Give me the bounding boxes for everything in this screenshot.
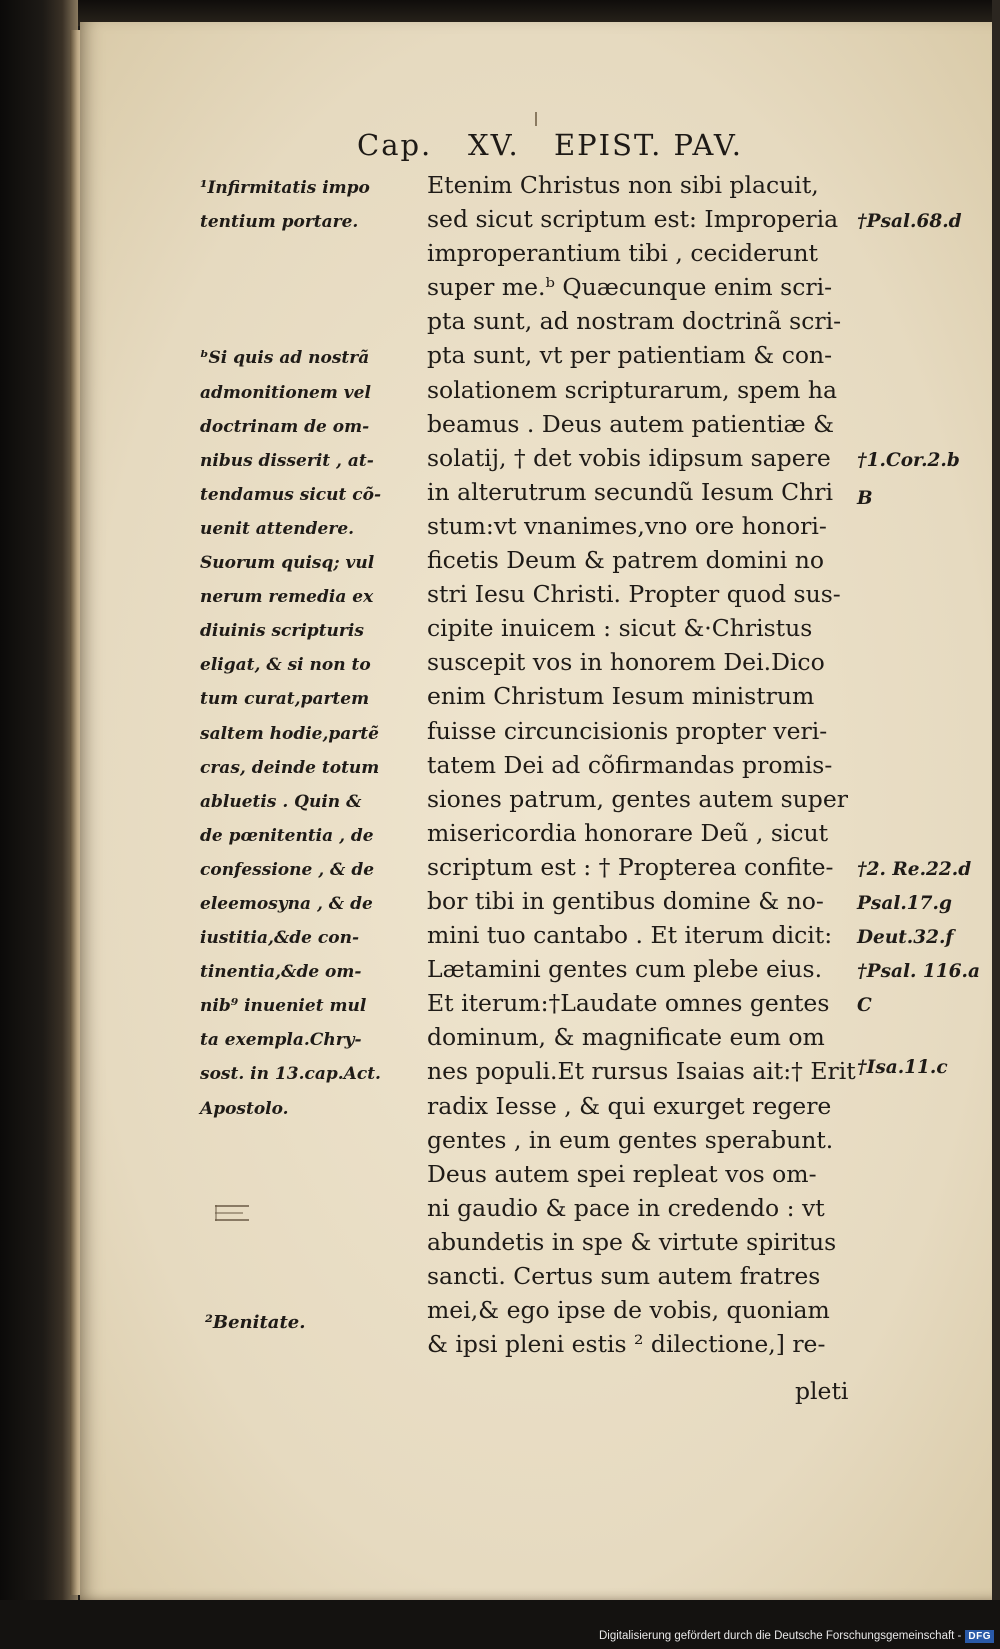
body-text-line: mini tuo cantabo . Et iterum dicit: [427, 921, 833, 950]
dfg-logo: DFG [965, 1630, 994, 1643]
marginal-note-line [200, 273, 426, 307]
running-head-chapter-number: XV. [468, 128, 520, 162]
marginal-note-line: nibus disserit , at- [200, 450, 374, 471]
body-text-line: cipite inuicem : sicut &·Christus [427, 614, 813, 643]
body-text-line: enim Christum Iesum ministrum [427, 682, 815, 711]
body-text-line: improperantium tibi , ceciderunt [427, 239, 818, 268]
body-text-line: gentes , in eum gentes sperabunt. [427, 1125, 834, 1154]
body-text-line: ni gaudio & pace in credendo : vt [427, 1193, 825, 1222]
marginal-note-line: de pœnitentia , de [200, 825, 374, 846]
body-text-line: fuisse circuncisionis propter veri- [427, 716, 828, 745]
body-text-line: misericordia honorare Deũ , sicut [427, 818, 829, 847]
marginal-note-benitate: ²Benitate. [205, 1312, 306, 1333]
marginal-note-line: nerum remedia ex [200, 587, 374, 608]
marginal-note-line: confessione , & de [200, 859, 375, 880]
scripture-reference: †Isa.11.c [857, 1057, 948, 1078]
running-head-title: EPIST. PAV. [554, 128, 743, 162]
body-text-line: radix Iesse , & qui exurget regere [427, 1091, 832, 1120]
left-marginal-notes [200, 171, 426, 1126]
marginal-note-line: uenit attendere. [200, 518, 355, 539]
marginal-note-line: diuinis scripturis [200, 621, 364, 642]
marginal-note-line: ta exempla.Chry- [200, 1030, 362, 1051]
digitization-footer [599, 1627, 994, 1645]
scripture-reference: Deut.32.f [857, 927, 954, 948]
book-spine-shadow [0, 0, 78, 1649]
body-text-line: Lætamini gentes cum plebe eius. [427, 955, 823, 984]
marginal-note-line: eleemosyna , & de [200, 893, 373, 914]
body-text-line: in alterutrum secundũ Iesum Chri [427, 477, 833, 506]
marginal-note-line [200, 307, 426, 341]
body-text-line: sed sicut scriptum est: Improperia [427, 205, 839, 234]
body-text-line: solatij, † det vobis idipsum sapere [427, 443, 831, 472]
scripture-reference: †Psal. 116.a [857, 961, 980, 982]
body-text-line: pta sunt, vt per patientiam & con- [427, 341, 833, 370]
marginal-note-line: abluetis . Quin & [200, 791, 362, 812]
body-text-line: bor tibi in gentibus domine & no- [427, 886, 824, 915]
marginal-note-line: ¹Infirmitatis impo [200, 178, 370, 198]
body-text-line: siones patrum, gentes autem super [427, 784, 848, 813]
marginal-note-line [200, 239, 426, 273]
marginal-note-line: eligat, & si non to [200, 655, 371, 676]
marginal-note-line: ᵇSi quis ad nostrã [200, 348, 370, 369]
running-head-cap: Cap. [357, 128, 433, 162]
scripture-reference: †2. Re.22.d [857, 859, 972, 880]
body-text-line: Deus autem spei repleat vos om- [427, 1159, 817, 1188]
body-text-line: dominum, & magnificate eum om [427, 1023, 825, 1052]
marginal-note-line: sost. in 13.cap.Act. [200, 1064, 381, 1085]
body-text-line: mei,& ego ipse de vobis, quoniam [427, 1296, 830, 1325]
marginal-note-line: admonitionem vel [200, 382, 371, 403]
body-text-line: Et iterum:†Laudate omnes gentes [427, 989, 830, 1018]
body-text-line: nes populi.Et rursus Isaias ait:† Erit [427, 1057, 856, 1086]
page-mark [535, 112, 537, 126]
body-text-line: suscepit vos in honorem Dei.Dico [427, 648, 825, 677]
marginal-note-line: cras, deinde totum [200, 757, 380, 778]
marginal-note-line: Apostolo. [200, 1098, 289, 1119]
body-text-line: & ipsi pleni estis ² dilectione,] re- [427, 1330, 826, 1359]
body-text-line: tatem Dei ad cõfirmandas promis- [427, 750, 833, 779]
scripture-reference: †Psal.68.d [857, 211, 962, 232]
body-text-line: stri Iesu Christi. Propter quod sus- [427, 580, 841, 609]
body-text-line: pta sunt, ad nostram doctrinã scri- [427, 307, 842, 336]
marginal-note-line: saltem hodie,partẽ [200, 723, 379, 744]
marginal-note-line: tendamus sicut cõ- [200, 484, 382, 505]
scripture-reference: Psal.17.g [857, 893, 952, 914]
marginal-note-line: tum curat,partem [200, 689, 370, 710]
body-text-line: Etenim Christus non sibi placuit, [427, 171, 819, 199]
marginal-note-line: doctrinam de om- [200, 416, 370, 437]
catchword: pleti [795, 1377, 849, 1405]
footer-credit-text: Digitalisierung gefördert durch die Deutsche Forschungsgemeinschaft - [598, 1630, 962, 1642]
marginal-note-line: iustitia,&de con- [200, 928, 360, 949]
scan-right-border [992, 0, 1000, 1649]
body-text-line: abundetis in spe & virtute spiritus [427, 1227, 837, 1256]
body-text-line: scriptum est : † Propterea confite- [427, 852, 834, 881]
marginal-note-line: nib⁹ inueniet mul [200, 996, 367, 1017]
section-letter: C [857, 995, 872, 1016]
printer-ornament-icon [213, 1202, 253, 1224]
scripture-reference: †1.Cor.2.b [857, 450, 960, 471]
body-text-line: beamus . Deus autem patientiæ & [427, 409, 835, 438]
body-text-line: stum:vt vnanimes,vno ore honori- [427, 511, 827, 540]
body-text-column [427, 168, 855, 1361]
marginal-note-line: Suorum quisq; vul [200, 553, 375, 574]
section-letter: B [857, 488, 873, 509]
marginal-note-line: tinentia,&de om- [200, 962, 362, 983]
body-text-line: solationem scripturarum, spem ha [427, 375, 837, 404]
marginal-note-line: tentium portare. [200, 212, 359, 233]
body-text-line: ficetis Deum & patrem domini no [427, 546, 825, 575]
body-text-line: sancti. Certus sum autem fratres [427, 1262, 821, 1290]
body-text-line: super me.ᵇ Quæcunque enim scri- [427, 273, 833, 302]
